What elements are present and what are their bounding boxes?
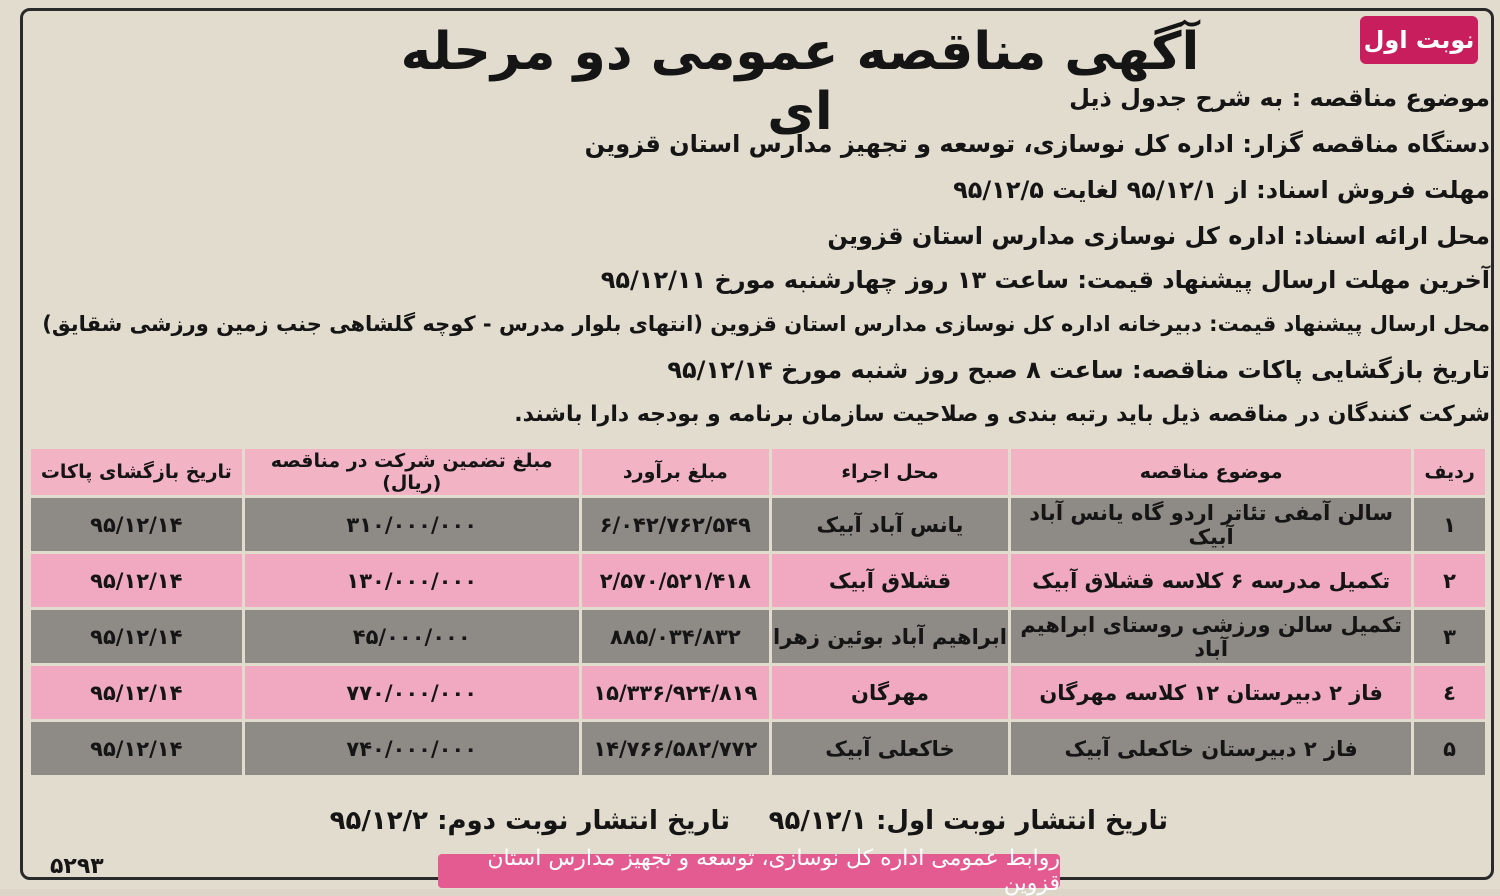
col-header-subject: موضوع مناقصه	[1010, 448, 1413, 497]
cell-subject: فاز ۲ دبیرستان خاکعلی آبیک	[1010, 721, 1413, 777]
cell-subject: سالن آمفی تئاتر اردو گاه یانس آباد آبیک	[1010, 497, 1413, 553]
cell-opening-date: ۹۵/۱۲/۱۴	[30, 609, 244, 665]
table-row	[30, 665, 1487, 721]
info-value: به شرح جدول ذیل	[1069, 84, 1284, 112]
cell-subject: فاز ۲ دبیرستان ۱۲ کلاسه مهرگان	[1010, 665, 1413, 721]
table-row	[30, 609, 1487, 665]
cell-opening-date: ۹۵/۱۲/۱۴	[30, 665, 244, 721]
col-header-estimate: مبلغ برآورد	[580, 448, 770, 497]
col-header-guarantee: مبلغ تضمین شرکت در مناقصه (ریال)	[243, 448, 580, 497]
cell-location: یانس آباد آبیک	[770, 497, 1009, 553]
info-value: از ۹۵/۱۲/۱ لغایت ۹۵/۱۲/۵	[953, 176, 1248, 204]
cell-guarantee: ۱۳۰/۰۰۰/۰۰۰	[243, 553, 580, 609]
table-row	[30, 721, 1487, 777]
first-publication-label: تاریخ انتشار نوبت اول:	[875, 806, 1168, 836]
info-line-submission-location	[30, 312, 1490, 336]
col-header-location: محل اجراء	[770, 448, 1009, 497]
info-line-deadline	[30, 266, 1490, 294]
cell-row-number: ۳	[1413, 609, 1487, 665]
info-label: مهلت فروش اسناد:	[1256, 176, 1490, 204]
cell-opening-date: ۹۵/۱۲/۱۴	[30, 553, 244, 609]
cell-guarantee: ۷۴۰/۰۰۰/۰۰۰	[243, 721, 580, 777]
info-line-organizer	[30, 130, 1490, 158]
cell-row-number: ٤	[1413, 665, 1487, 721]
cell-location: ابراهیم آباد بوئین زهرا	[770, 609, 1009, 665]
cell-location: خاکعلی آبیک	[770, 721, 1009, 777]
ad-code: ۵۲۹۳	[50, 854, 104, 879]
info-value: دبیرخانه اداره کل نوسازی مدارس استان قزوین (انتهای بلوار مدرس - کوچه گلشاهی جنب زمین ورزشی شقایق)	[42, 312, 1202, 336]
info-label: موضوع مناقصه :	[1291, 84, 1490, 112]
eligibility-note: شرکت کنندگان در مناقصه ذیل باید رتبه بندی و صلاحیت سازمان برنامه و بودجه دارا باشند.	[514, 402, 1490, 427]
cell-subject: تکمیل مدرسه ۶ کلاسه قشلاق آبیک	[1010, 553, 1413, 609]
info-label: تاریخ بازگشایی پاکات مناقصه:	[1131, 356, 1490, 384]
cell-location: قشلاق آبیک	[770, 553, 1009, 609]
cell-row-number: ۵	[1413, 721, 1487, 777]
second-publication-value: ۹۵/۱۲/۲	[329, 806, 428, 836]
cell-row-number: ۱	[1413, 497, 1487, 553]
col-header-opening-date: تاریخ بازگشای پاکات	[30, 448, 244, 497]
cell-estimate: ۱۵/۳۳۶/۹۲۴/۸۱۹	[580, 665, 770, 721]
info-value: اداره کل نوسازی مدارس استان قزوین	[827, 222, 1285, 250]
info-value: ساعت ۱۳ روز چهارشنبه مورخ ۹۵/۱۲/۱۱	[600, 266, 1069, 294]
tender-table	[28, 446, 1488, 778]
second-publication-date	[330, 806, 730, 836]
first-publication-value: ۹۵/۱۲/۱	[768, 806, 867, 836]
cell-location: مهرگان	[770, 665, 1009, 721]
cell-estimate: ۲/۵۷۰/۵۲۱/۴۱۸	[580, 553, 770, 609]
info-label: محل ارسال پیشنهاد قیمت:	[1209, 312, 1490, 336]
info-label: دستگاه مناقصه گزار:	[1242, 130, 1490, 158]
info-line-subject	[30, 84, 1490, 112]
first-round-badge: نوبت اول	[1360, 16, 1478, 64]
cell-estimate: ۱۴/۷۶۶/۵۸۲/۷۷۲	[580, 721, 770, 777]
cell-row-number: ۲	[1413, 553, 1487, 609]
table-row	[30, 553, 1487, 609]
info-label: محل ارائه اسناد:	[1293, 222, 1490, 250]
cell-guarantee: ۳۱۰/۰۰۰/۰۰۰	[243, 497, 580, 553]
info-value: ساعت ۸ صبح روز شنبه مورخ ۹۵/۱۲/۱۴	[667, 356, 1124, 384]
page-title: آگهی مناقصه عمومی دو مرحله ای	[400, 22, 1200, 142]
cell-opening-date: ۹۵/۱۲/۱۴	[30, 721, 244, 777]
cell-opening-date: ۹۵/۱۲/۱۴	[30, 497, 244, 553]
second-publication-label: تاریخ انتشار نوبت دوم:	[437, 806, 730, 836]
table-header-row	[30, 448, 1487, 497]
info-label: آخرین مهلت ارسال پیشنهاد قیمت:	[1077, 266, 1490, 294]
cell-guarantee: ۴۵/۰۰۰/۰۰۰	[243, 609, 580, 665]
footer-public-relations: روابط عمومی اداره کل نوسازی، توسعه و تجهیز مدارس استان قزوین	[438, 854, 1060, 888]
info-line-opening-date	[30, 356, 1490, 384]
cell-estimate: ۸۸۵/۰۳۴/۸۳۲	[580, 609, 770, 665]
info-line-sale-period	[30, 176, 1490, 204]
info-line-doc-location	[30, 222, 1490, 250]
cell-estimate: ۶/۰۴۲/۷۶۲/۵۴۹	[580, 497, 770, 553]
info-value: اداره کل نوسازی، توسعه و تجهیز مدارس استان قزوین	[584, 130, 1234, 158]
first-publication-date	[769, 806, 1168, 836]
col-header-row-number: ردیف	[1413, 448, 1487, 497]
cell-guarantee: ۷۷۰/۰۰۰/۰۰۰	[243, 665, 580, 721]
table-row	[30, 497, 1487, 553]
cell-subject: تکمیل سالن ورزشی روستای ابراهیم آباد	[1010, 609, 1413, 665]
